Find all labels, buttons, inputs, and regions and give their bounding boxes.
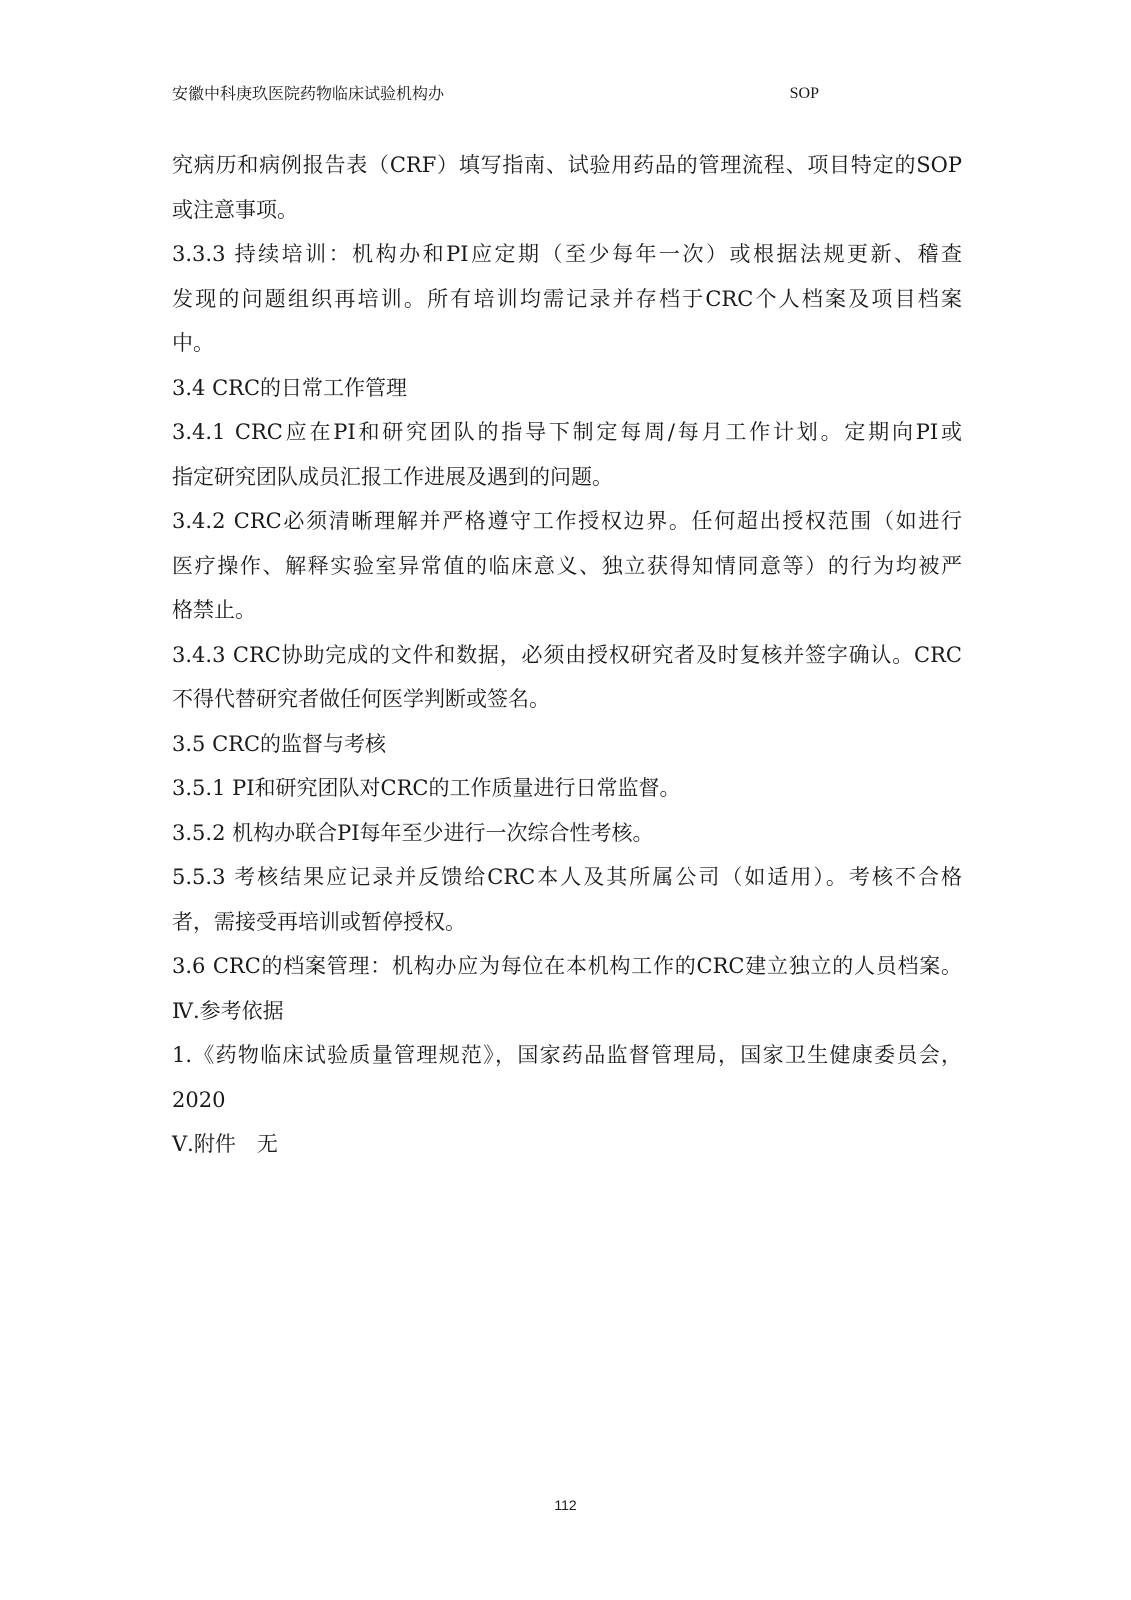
text-line: 格禁止。 — [172, 598, 256, 622]
text-line: 1.《药物临床试验质量管理规范》，国家药品监督管理局，国家卫生健康委员会， — [172, 1043, 962, 1067]
page-number: 112 — [554, 1497, 577, 1513]
text-line: 3.4.2 CRC必须清晰理解并严格遵守工作授权边界。任何超出授权范围（如进行 — [172, 509, 962, 533]
text-line: 3.4.3 CRC协助完成的文件和数据，必须由授权研究者及时复核并签字确认。CRC — [172, 642, 962, 667]
header-organization: 安徽中科庚玖医院药物临床试验机构办 — [172, 84, 445, 103]
text-line: Ⅳ.参考依据 — [172, 998, 284, 1023]
text-line: 不得代替研究者做任何医学判断或签名。 — [172, 687, 550, 711]
text-line: Ⅴ.附件 无 — [172, 1132, 278, 1156]
text-line: 指定研究团队成员汇报工作进展及遇到的问题。 — [172, 464, 613, 489]
header-doc-type: SOP — [789, 85, 819, 102]
document-body — [172, 143, 962, 1167]
page-header — [172, 82, 891, 106]
text-line: 者，需接受再培训或暂停授权。 — [172, 909, 466, 934]
text-line: 3.5 CRC的监督与考核 — [172, 731, 387, 756]
text-line: 究病历和病例报告表（CRF）填写指南、试验用药品的管理流程、项目特定的SOP — [172, 153, 962, 177]
text-line: 或注意事项。 — [172, 197, 298, 222]
text-line: 3.6 CRC的档案管理：机构办应为每位在本机构工作的CRC建立独立的人员档案。 — [172, 954, 962, 978]
text-line: 3.4.1 CRC应在PI和研究团队的指导下制定每周/每月工作计划。定期向PI或 — [172, 420, 962, 444]
text-line: 3.3.3 持续培训：机构办和PI应定期（至少每年一次）或根据法规更新、稽查 — [172, 242, 962, 266]
text-line: 3.5.1 PI和研究团队对CRC的工作质量进行日常监督。 — [172, 776, 681, 800]
text-line: 医疗操作、解释实验室异常值的临床意义、独立获得知情同意等）的行为均被严 — [172, 553, 962, 578]
text-line: 2020 — [172, 1087, 226, 1112]
text-line: 发现的问题组织再培训。所有培训均需记录并存档于CRC个人档案及项目档案 — [172, 286, 962, 311]
text-line: 中。 — [172, 331, 214, 355]
text-line: 5.5.3 考核结果应记录并反馈给CRC本人及其所属公司（如适用）。考核不合格 — [172, 865, 962, 889]
text-line: 3.4 CRC的日常工作管理 — [172, 375, 408, 400]
text-line: 3.5.2 机构办联合PI每年至少进行一次综合性考核。 — [172, 820, 654, 845]
